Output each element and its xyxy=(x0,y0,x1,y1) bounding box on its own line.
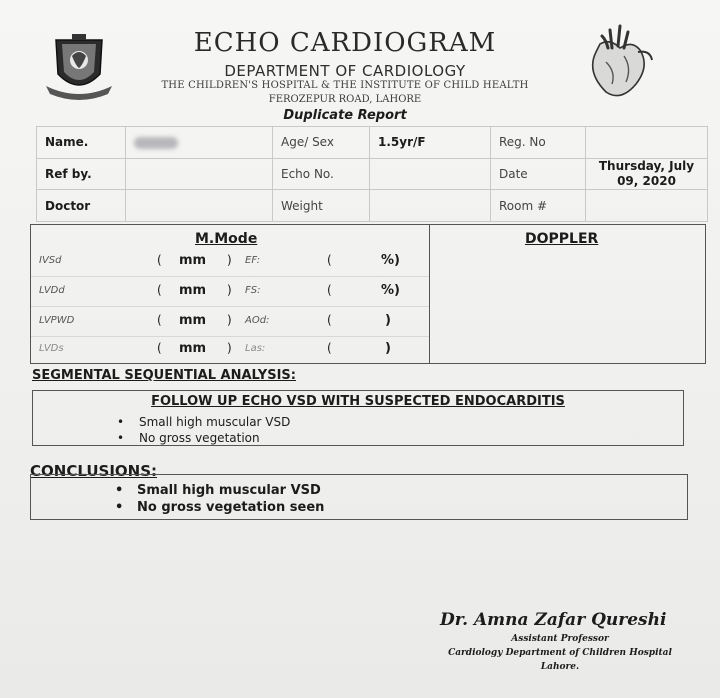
segmental-title: FOLLOW UP ECHO VSD WITH SUSPECTED ENDOCARDITIS xyxy=(151,394,565,409)
list-item: • No gross vegetation seen xyxy=(115,500,325,515)
report-type: Duplicate Report xyxy=(283,108,407,123)
echo-no-label: Echo No. xyxy=(273,158,370,190)
segmental-item: Small high muscular VSD xyxy=(139,415,291,429)
segmental-item: No gross vegetation xyxy=(139,431,260,445)
open-paren: ( xyxy=(327,253,332,267)
mmode-row-suffix: ) xyxy=(385,341,391,356)
mmode-row-unit: mm xyxy=(179,341,207,356)
hospital-name: THE CHILDREN'S HOSPITAL & THE INSTITUTE OF CHILD HEALTH xyxy=(161,80,529,91)
mmode-row xyxy=(31,331,429,365)
open-paren: ( xyxy=(157,341,162,355)
conclusion-item: No gross vegetation seen xyxy=(137,500,325,515)
open-paren: ( xyxy=(157,313,162,327)
mmode-row-label2: AOd: xyxy=(245,315,270,326)
weight-label: Weight xyxy=(273,190,370,222)
doppler-heading: DOPPLER xyxy=(525,231,599,247)
patient-info-table xyxy=(36,126,708,222)
mmode-row-label2: Las: xyxy=(245,343,266,354)
segmental-heading: SEGMENTAL SEQUENTIAL ANALYSIS: xyxy=(32,368,296,383)
report-title: ECHO CARDIOGRAM xyxy=(193,28,497,58)
open-paren: ( xyxy=(157,283,162,297)
department-name: DEPARTMENT OF CARDIOLOGY xyxy=(224,62,466,80)
mmode-row-unit: mm xyxy=(179,283,207,298)
open-paren: ( xyxy=(327,283,332,297)
room-label: Room # xyxy=(491,190,586,222)
mmode-row-label: LVDs xyxy=(39,343,64,354)
hospital-address: FEROZEPUR ROAD, LAHORE xyxy=(268,94,422,105)
conclusions-box xyxy=(30,474,688,520)
date-value: Thursday, July 09, 2020 xyxy=(586,158,708,190)
doctor-department: Cardiology Department of Children Hospital xyxy=(448,648,672,658)
list-item: • Small high muscular VSD xyxy=(117,415,291,429)
open-paren: ( xyxy=(327,341,332,355)
name-value xyxy=(126,127,273,159)
doctor-value xyxy=(126,190,273,222)
reg-no-value xyxy=(586,127,708,159)
echo-no-value xyxy=(370,158,491,190)
close-paren: ) xyxy=(227,253,232,267)
mmode-row-unit: mm xyxy=(179,313,207,328)
mmode-heading: M.Mode xyxy=(195,231,258,247)
mmode-row-label: IVSd xyxy=(39,255,62,266)
redacted-name xyxy=(134,137,178,149)
open-paren: ( xyxy=(327,313,332,327)
mmode-row-suffix: %) xyxy=(381,283,400,298)
close-paren: ) xyxy=(227,341,232,355)
mmode-row-label: LVDd xyxy=(39,285,65,296)
segmental-box xyxy=(32,390,684,446)
mmode-row xyxy=(31,273,429,307)
close-paren: ) xyxy=(227,313,232,327)
list-item: • Small high muscular VSD xyxy=(115,483,321,498)
room-value xyxy=(586,190,708,222)
open-paren: ( xyxy=(157,253,162,267)
doctor-city: Lahore. xyxy=(540,662,580,672)
doctor-signature-name: Dr. Amna Zafar Qureshi xyxy=(440,610,667,630)
doctor-title: Assistant Professor xyxy=(511,634,609,644)
mmode-row-label: LVPWD xyxy=(39,315,75,326)
doctor-label: Doctor xyxy=(37,190,126,222)
column-divider xyxy=(429,225,430,363)
close-paren: ) xyxy=(227,283,232,297)
conclusion-item: Small high muscular VSD xyxy=(137,483,321,498)
conclusions-heading: CONCLUSIONS: xyxy=(30,462,158,480)
list-item: • No gross vegetation xyxy=(117,431,260,445)
date-label: Date xyxy=(491,158,586,190)
age-sex-label: Age/ Sex xyxy=(273,127,370,159)
name-label: Name. xyxy=(37,127,126,159)
ref-by-value xyxy=(126,158,273,190)
reg-no-label: Reg. No xyxy=(491,127,586,159)
mmode-row-label2: FS: xyxy=(245,285,261,296)
age-sex-value: 1.5yr/F xyxy=(370,127,491,159)
ref-by-label: Ref by. xyxy=(37,158,126,190)
mmode-row xyxy=(31,243,429,277)
mmode-doppler-box xyxy=(30,224,706,364)
mmode-row-suffix: %) xyxy=(381,253,400,268)
mmode-row-suffix: ) xyxy=(385,313,391,328)
weight-value xyxy=(370,190,491,222)
mmode-row-label2: EF: xyxy=(245,255,261,266)
mmode-row-unit: mm xyxy=(179,253,207,268)
